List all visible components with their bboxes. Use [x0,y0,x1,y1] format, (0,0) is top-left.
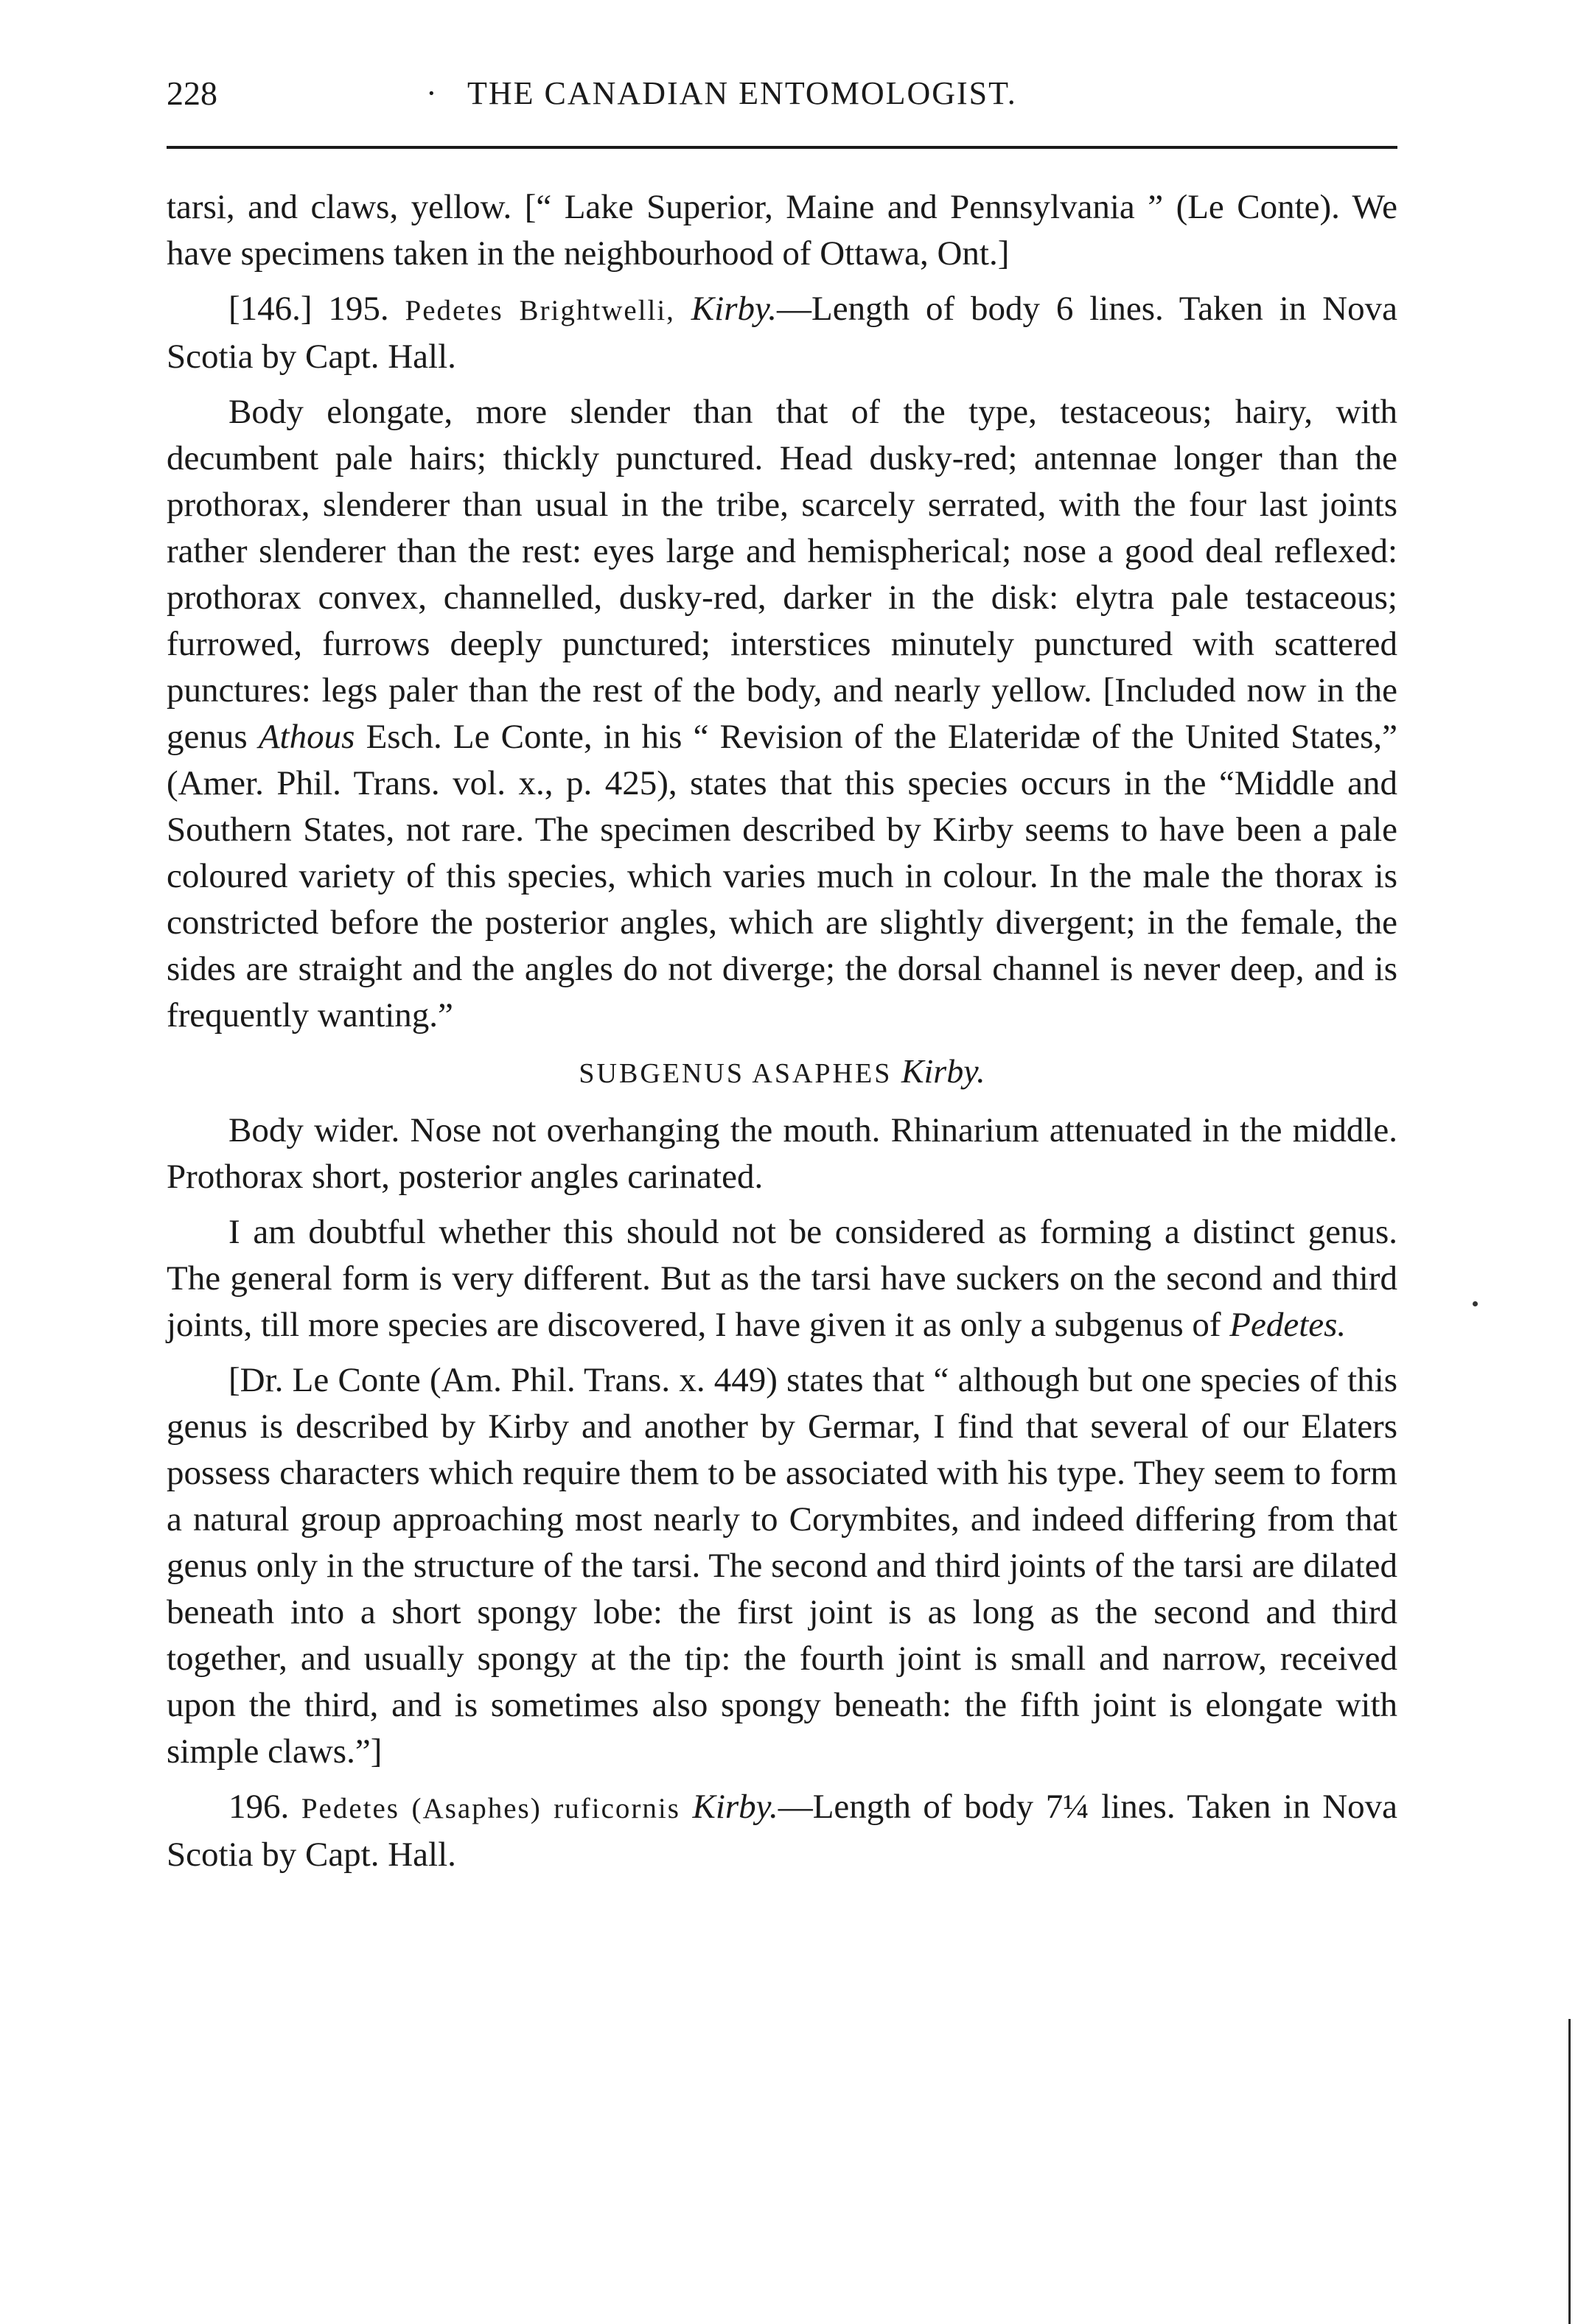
subgenus-description [167,1107,1397,1200]
editorial-note-rest: Esch. Le Conte, in his “ Revision of the Elateridæ of the United States,” (Amer. Phil. Trans. vol. x., p. 425), states that this species occurs in the “Middle and Southern States, not rare. The specimen described by Kirby seems to have been a pale coloured variety of this species, which varies much in colour. In the male the thorax is constricted before the posterior angles, which are slightly divergent; in the female, the sides are straight and the angles do not diverge; the dorsal channel is never deep, and is frequently wanting.” [167,718,1398,1035]
paragraph-continuation [167,184,1397,277]
description-text: Body elongate, more slender than that of the type, testaceous; hairy, with decumbent pale hairs; thickly punctured. Head dusky-red; antennae longer than the prothorax, slenderer than usual in the tribe, scarcely serrated, with the four last joints rather slenderer than the rest: eyes large and hemispherical; nose a good deal reflexed: prothorax convex, channelled, dusky-red, darker in the disk: elytra pale testaceous; furrowed, furrows deeply punctured; interstices minutely punctured with scattered punctures: legs paler than the rest of the body, and nearly yellow. [167,393,1397,710]
subgenus-heading [167,1048,1397,1097]
species-author: Kirby. [691,290,778,328]
paragraph-text: [Dr. Le Conte (Am. Phil. Trans. x. 449) states that “ although but one species of this genus is described by Kirby and another by Germar, I find that several of our Elaters possess characters which require them to be associated with his type. They seem to form a natural group approaching most nearly to Corymbites, and indeed differing from that genus only in the structure of the tarsi. The second and third joints of the tarsi are dilated beneath into a short spongy lobe: the first joint is as long as the second and third together, and usually spongy at the tip: the fourth joint is small and narrow, received upon the third, and is sometimes also spongy beneath: the fifth joint is elongate with simple claws.”] [167,1361,1397,1771]
species-length: —Length of body 6 lines. Taken in Nova Scotia by Capt. Hall. [167,290,1397,376]
header-bullet: · [426,75,437,111]
paragraph-text: tarsi, and claws, yellow. [“ Lake Superior, Maine and Pennsylvania ” (Le Conte). We have specimens taken in the neighbourhood of Ottawa, Ont.] [167,188,1397,273]
species-entry-196 [167,1784,1397,1878]
page-edge-mark [1568,2019,1571,2324]
header-rule [167,146,1397,149]
page-body [167,184,1397,1887]
species-description [167,389,1397,1039]
subgenus-label: SUBGENUS ASAPHES [579,1058,893,1089]
subgenus-author: Kirby. [901,1052,985,1090]
editorial-note-start: [Included now in the genus [167,671,1397,756]
le-conte-quotation [167,1357,1397,1775]
entry-number: [146.] 195. [228,290,389,328]
margin-dot [1473,1301,1478,1306]
paragraph-text: Body wider. Nose not overhanging the mouth. Rhinarium attenuated in the middle. Prothorax short, posterior angles carinated. [167,1111,1397,1196]
genus-name: Pedetes. [1229,1306,1347,1344]
species-entry-195 [167,286,1397,380]
author-remark [167,1209,1397,1348]
species-name: Pedetes Brightwelli, [405,295,675,326]
running-head [167,68,1397,119]
species-name: Pedetes (Asaphes) ruficornis [301,1793,680,1824]
paragraph-text: I am doubtful whether this should not be considered as forming a distinct genus. The general form is very different. But as the tarsi have suckers on the second and third joints, till more species are discovered, I have given it as only a subgenus of [167,1213,1397,1344]
species-length: —Length of body 7¼ lines. Taken in Nova Scotia by Capt. Hall. [167,1788,1398,1874]
genus-name: Athous [258,718,355,756]
journal-title: THE CANADIAN ENTOMOLOGIST. [467,75,1017,111]
page-number: 228 [167,74,217,112]
entry-number: 196. [228,1788,290,1826]
species-author: Kirby. [692,1788,778,1826]
